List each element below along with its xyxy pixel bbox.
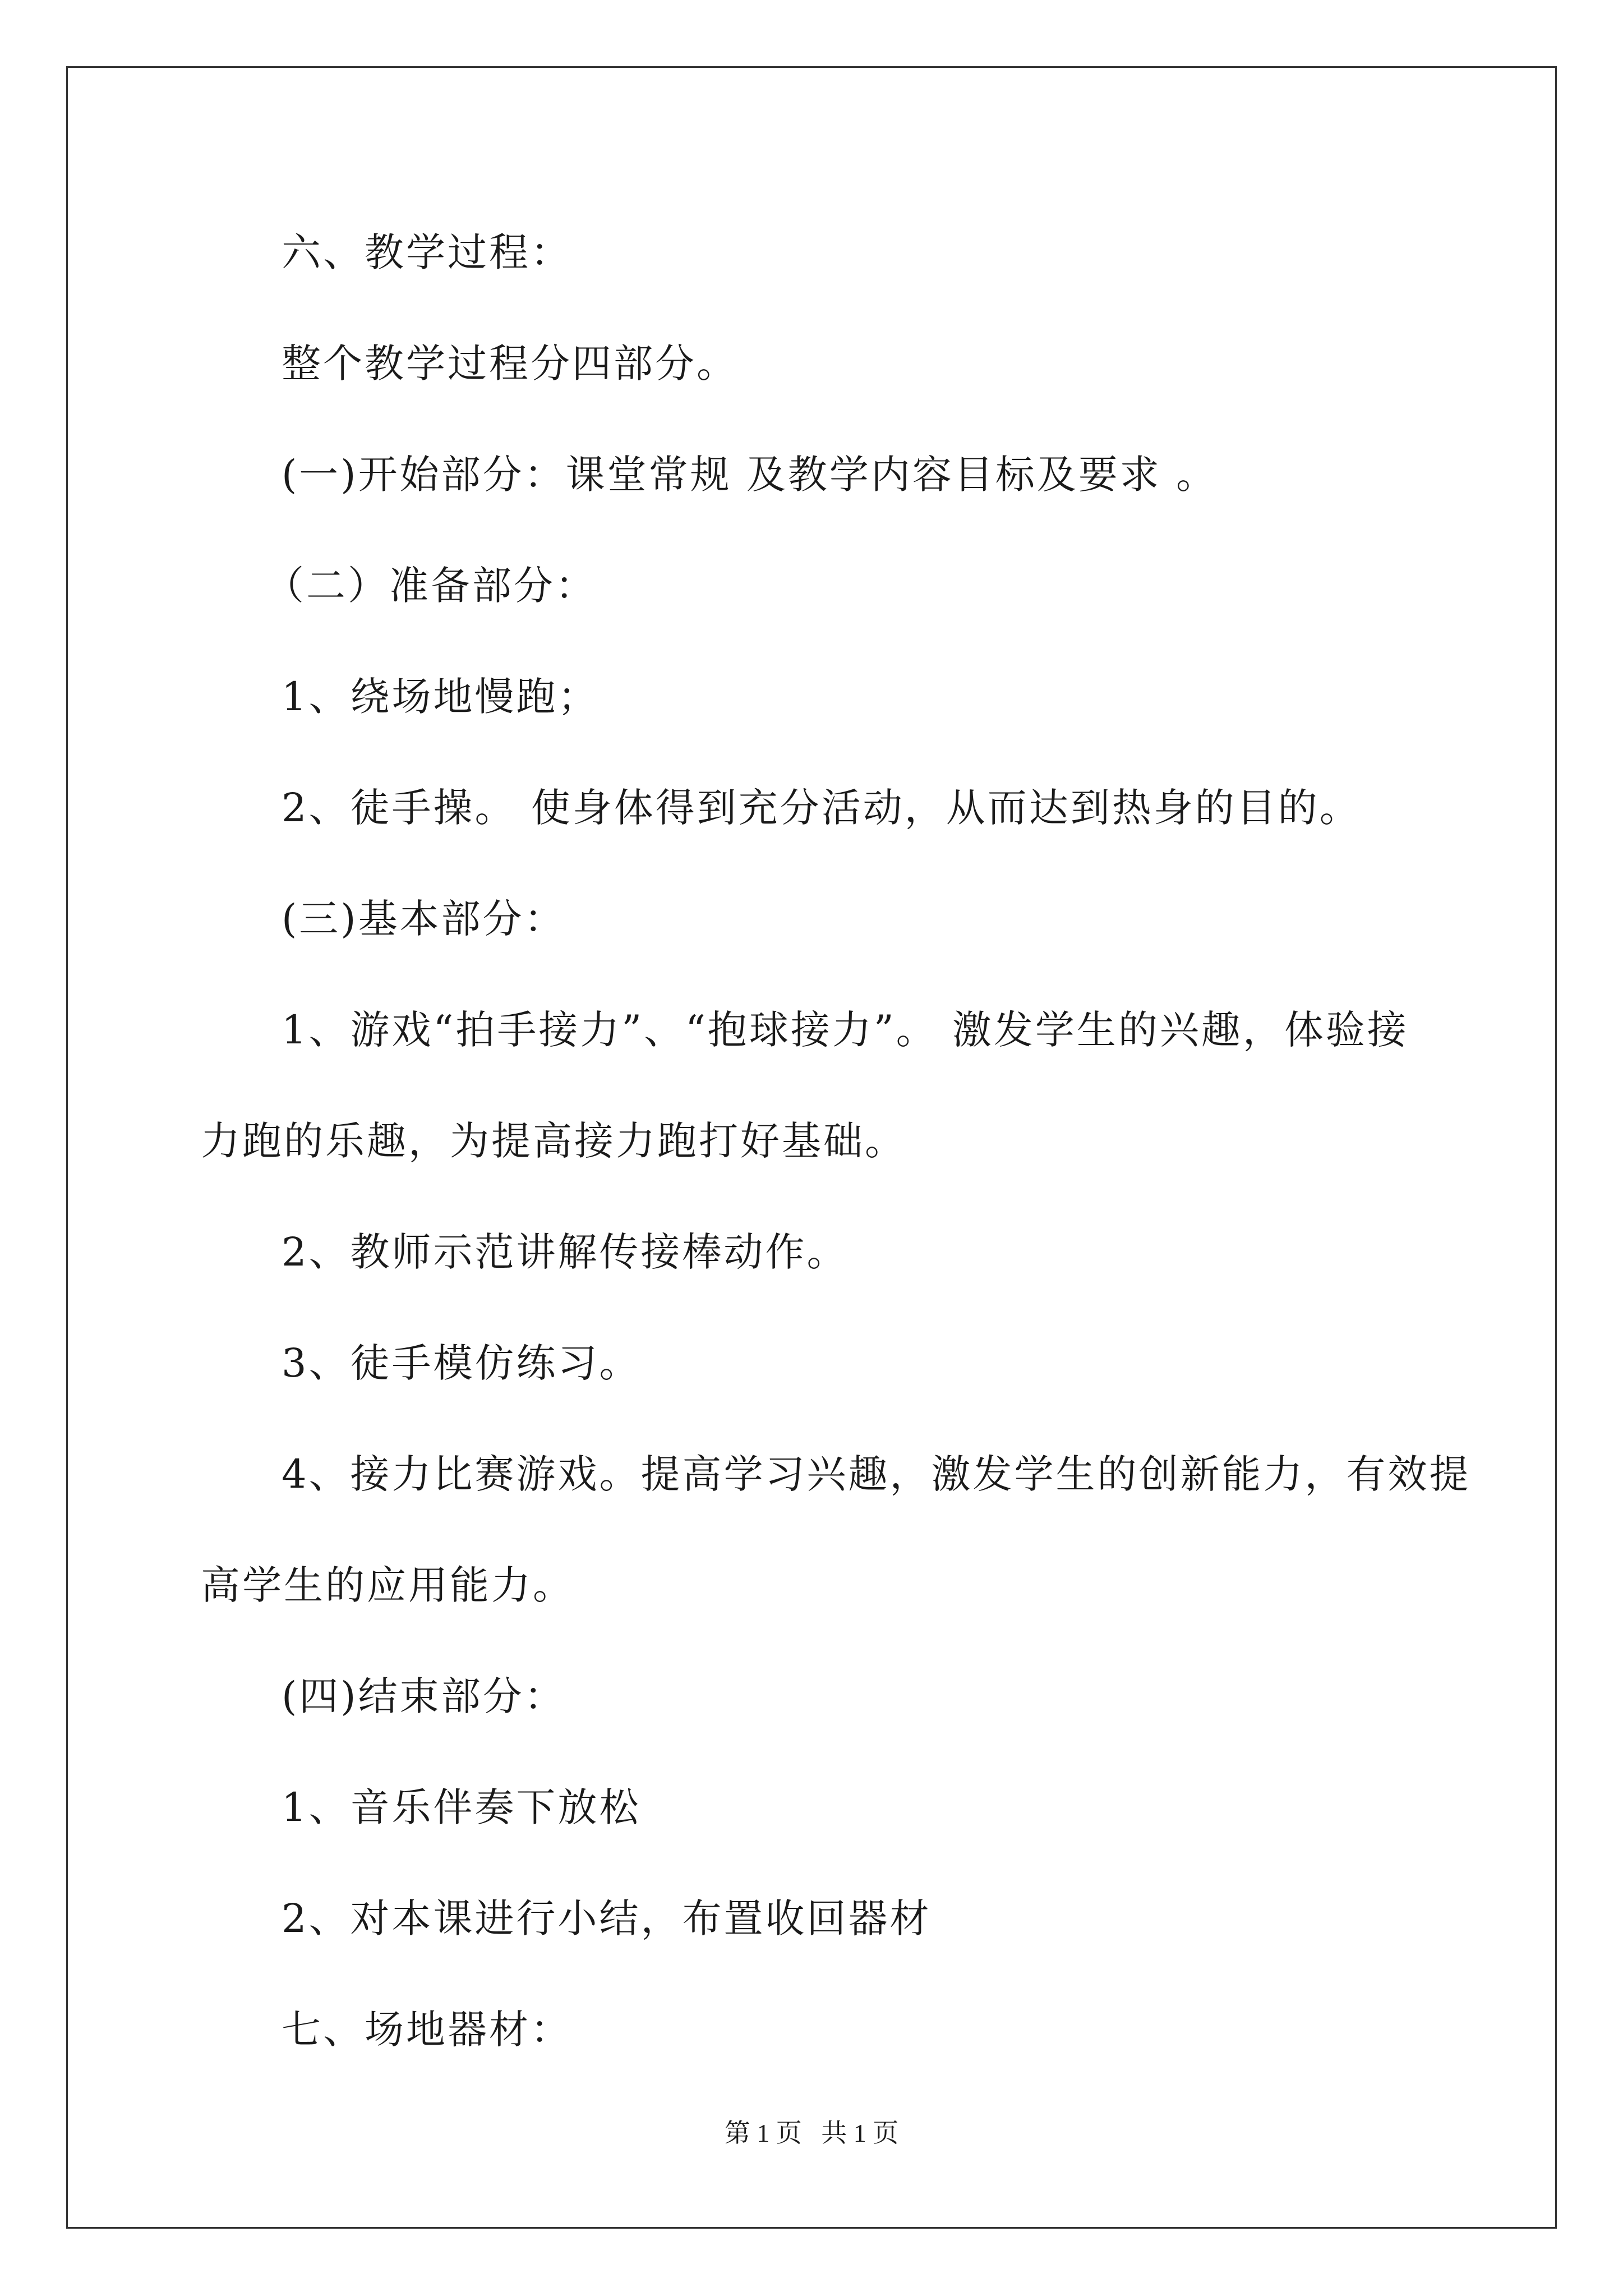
section-heading-teaching-process: 六、教学过程：	[282, 229, 572, 275]
list-item-continuation: 高学生的应用能力。	[201, 1562, 574, 1608]
page-number-footer: 第 1 页 共 1 页	[724, 2119, 899, 2147]
list-item: 1、游戏“拍手接力”、“抱球接力”。 激发学生的兴趣，体验接	[282, 1007, 1409, 1053]
subsection-heading-start: (一)开始部分：课堂常规 及教学内容目标及要求 。	[282, 452, 1218, 498]
list-item: 2、徒手操。 使身体得到充分活动，从而达到热身的目的。	[282, 785, 1361, 831]
list-item: 4、接力比赛游戏。提高学习兴趣，激发学生的创新能力，有效提	[282, 1451, 1471, 1497]
list-item: 2、对本课进行小结，布置收回器材	[282, 1895, 932, 1941]
list-item-continuation: 力跑的乐趣，为提高接力跑打好基础。	[201, 1118, 906, 1164]
section-heading-equipment: 七、场地器材：	[282, 2007, 572, 2053]
subsection-heading-prepare: （二）准备部分：	[265, 563, 597, 609]
list-item: 2、教师示范讲解传接棒动作。	[282, 1229, 849, 1275]
paragraph-line: 整个教学过程分四部分。	[282, 341, 738, 386]
list-item: 1、音乐伴奏下放松	[282, 1784, 641, 1830]
subsection-heading-basic: (三)基本部分：	[282, 896, 566, 942]
subsection-heading-end: (四)结束部分：	[282, 1673, 566, 1719]
list-item: 3、徒手模仿练习。	[282, 1340, 641, 1386]
list-item: 1、绕场地慢跑；	[282, 674, 600, 720]
